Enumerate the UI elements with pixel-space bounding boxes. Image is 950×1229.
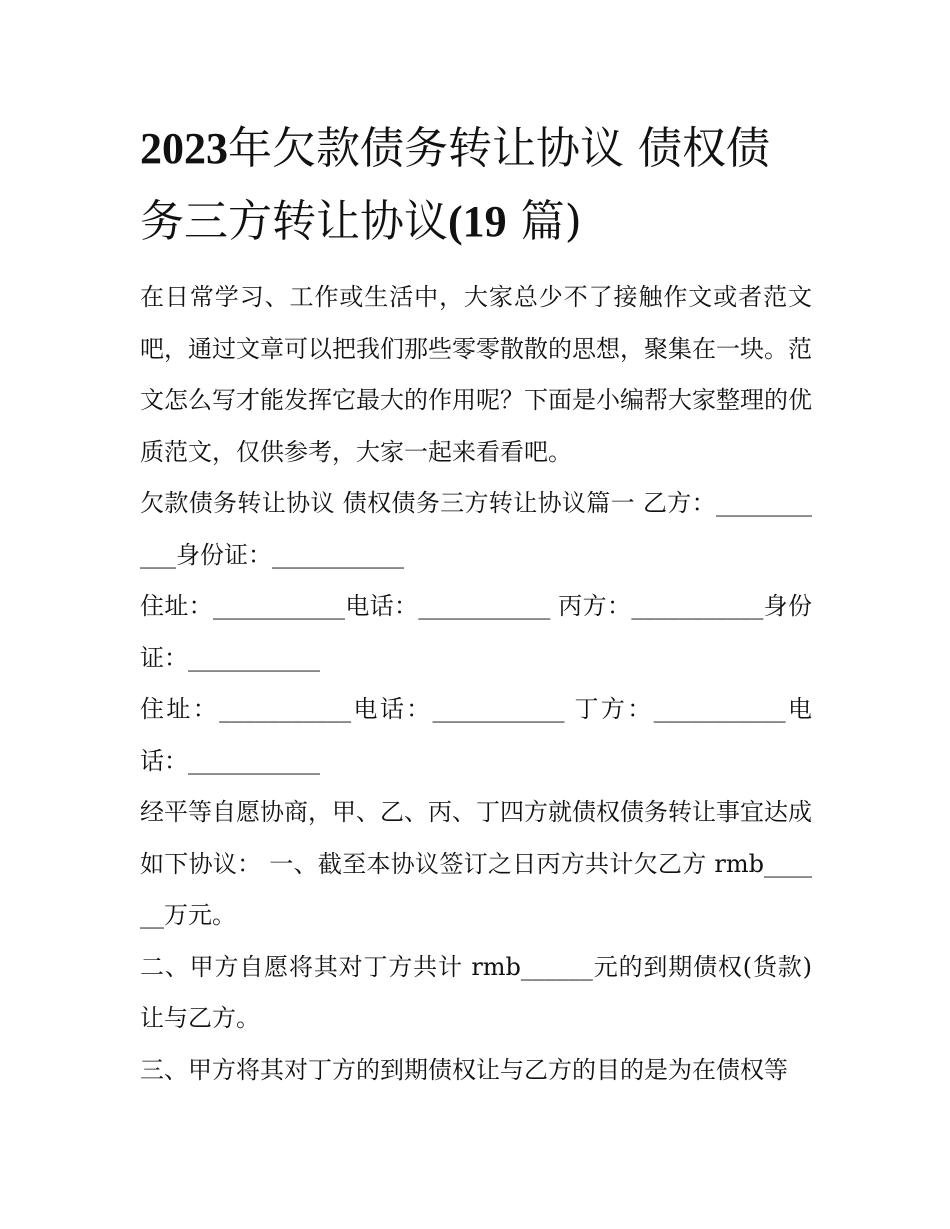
party-c-line: 住址：___________电话：___________ 丙方：___________身份证：___________ [140, 592, 812, 672]
clause-1-paragraph: 经平等自愿协商，甲、乙、丙、丁四方就债权债务转让事宜达成如下协议： 一、截至本协议签订之日丙方共计欠乙方 rmb______万元。 [140, 798, 812, 929]
document-title [140, 112, 812, 258]
title-count: (19 [448, 197, 507, 246]
clause-3-paragraph: 三、甲方将其对丁方的到期债权让与乙方的目的是为在债权等 [140, 1055, 788, 1084]
title-text: 年欠款债务转让协议 债权债务三方转让协议 [140, 123, 770, 247]
party-d-line: 住址：___________电话：___________ 丁方：___________电话：___________ [140, 695, 812, 775]
title-count-suffix: 篇) [506, 196, 582, 247]
clause-2-paragraph: 二、甲方自愿将其对丁方共计 rmb______元的到期债权(货款)让与乙方。 [140, 952, 812, 1032]
title-year: 2023 [140, 124, 228, 173]
party-b-line: 欠款债务转让协议 债权债务三方转让协议篇一 乙方：___________身份证：___________ [140, 489, 812, 569]
document-page [140, 112, 812, 1096]
intro-paragraph: 在日常学习、工作或生活中，大家总少不了接触作文或者范文吧，通过文章可以把我们那些零零散散的思想，聚集在一块。范文怎么写才能发挥它最大的作用呢？下面是小编帮大家整理的优质范文，仅供参考，大家一起来看看吧。 [140, 283, 812, 466]
